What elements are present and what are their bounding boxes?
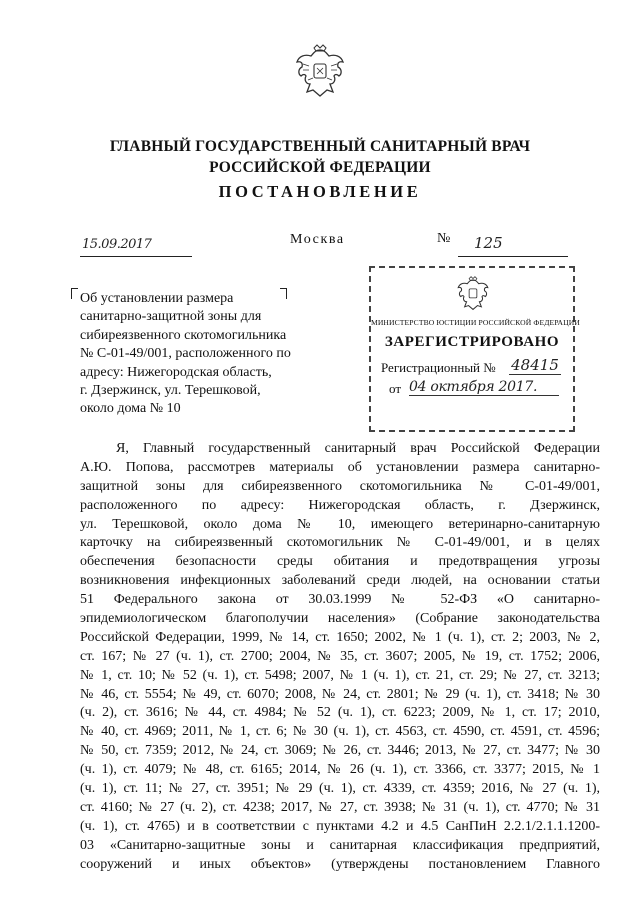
subject-bracket-left (71, 288, 78, 299)
document-date-field (80, 236, 192, 257)
stamp-date-value: 04 октября 2017. (409, 379, 559, 396)
authority-title-line2: РОССИЙСКОЙ ФЕДЕРАЦИИ (209, 159, 431, 176)
body-line: (ч. 2), ст. 3616; № 44, ст. 4984; № 52 (ч. 1), ст. 6223; 2009, № 1, ст. 17; 2010, (80, 705, 600, 721)
body-line: № 46, ст. 5554; № 49, ст. 6070; 2008, № 24, ст. 2801; № 29 (ч. 1), ст. 3418; № 30 (80, 686, 600, 702)
body-line: № 40, ст. 4969; 2011, № 1, ст. 6; № 30 (ч. 1), ст. 4563, ст. 4590, ст. 4591, ст. 4596; (80, 724, 600, 740)
authority-title-line1: ГЛАВНЫЙ ГОСУДАРСТВЕННЫЙ САНИТАРНЫЙ ВРАЧ (109, 138, 531, 155)
stamp-registered-label: ЗАРЕГИСТРИРОВАНО (384, 334, 560, 350)
body-line: обеспечения безопасности среды обитания и предотвращения угрозы (80, 554, 600, 570)
subject-line: Об установлении размера (80, 291, 234, 306)
body-line: (ч. 1), ст. 4079; № 48, ст. 6165; 2014, № 26 (ч. 1), ст. 3366, ст. 3377; 2015, № 1 (80, 762, 600, 778)
document-number-field (458, 236, 568, 257)
stamp-regno-value: 48415 (509, 356, 561, 375)
document-number: 125 (474, 234, 503, 252)
stamp-coat-of-arms-icon (455, 276, 491, 312)
body-line: Я, Главный государственный санитарный врач Российской Федерации (116, 441, 600, 456)
subject-line: санитарно-защитной зоны для (80, 309, 262, 325)
body-line: (ч. 1), ст. 4765) и в соответствии с пунктами 4.2 и 4.5 СанПиН 2.2.1/2.1.1.1200- (80, 818, 600, 834)
document-city: Москва (290, 232, 345, 247)
body-line: 03 «Санитарно-защитные зоны и санитарная классификация предприятий, (80, 837, 600, 853)
stamp-from-label: от (389, 381, 402, 396)
stamp-ministry-name: МИНИСТЕРСТВО ЮСТИЦИИ РОССИЙСКОЙ ФЕДЕРАЦИИ (371, 318, 580, 327)
subject-line: № С-01-49/001, расположенного по (80, 346, 291, 362)
body-line: расположенного по адресу: Нижегородская область, г. Дзержинск, (80, 497, 600, 513)
body-line: № 1, ст. 10; № 52 (ч. 1), ст. 5498; 2007, № 1 (ч. 1), ст. 21, ст. 29; № 27, ст. 3213; (80, 667, 600, 683)
body-line: ст. 4160; № 27 (ч. 2), ст. 4238; 2017, № 27, ст. 3938; № 31 (ч. 1), ст. 4770; № 31 (80, 799, 600, 815)
body-line: эпидемиологическом благополучии населения» (Собрание законодательства (80, 611, 600, 627)
registration-stamp (369, 266, 580, 432)
document-type: ПОСТАНОВЛЕНИЕ (218, 182, 422, 201)
document-number-label: № (437, 231, 451, 246)
document-body (80, 440, 600, 874)
russian-coat-of-arms-icon (293, 44, 347, 100)
body-line: № 50, ст. 7359; 2012, № 24, ст. 3069; № 26, ст. 3446; 2013, № 27, ст. 3477; № 30 (80, 743, 600, 759)
body-line: Российской Федерации, 1999, № 14, ст. 1650; 2002, № 1 (ч. 1), ст. 2; 2003, № 2, (80, 629, 600, 645)
document-subject (80, 290, 320, 419)
body-line: (ч. 1), ст. 11; № 27, ст. 3951; № 29 (ч. 1), ст. 4339, ст. 4359; 2016, № 27 (ч. 1), (80, 781, 600, 797)
body-line: 51 Федерального закона от 30.03.1999 № 52-ФЗ «О санитарно- (80, 592, 600, 608)
stamp-regno-label: Регистрационный № (381, 360, 496, 375)
body-line: ст. 167; № 27 (ч. 1), ст. 2700; 2004, № 35, ст. 3607; 2005, № 19, ст. 1752; 2006, (80, 648, 600, 664)
body-line: сооружений и иных объектов» (утверждены постановлением Главного (80, 856, 600, 872)
body-line: А.Ю. Попова, рассмотрев материалы об установлении размера санитарно- (80, 459, 600, 475)
subject-line: адресу: Нижегородская область, (80, 364, 272, 380)
subject-line: около дома № 10 (80, 401, 181, 417)
body-line: возникновения инфекционных заболеваний среди людей, на основании статьи (80, 573, 600, 589)
subject-line: г. Дзержинск, ул. Терешковой, (80, 383, 261, 399)
body-line: карточку на сибиреязвенный скотомогильник № С-01-49/001, и в целях (80, 535, 600, 551)
document-date: 15.09.2017 (82, 237, 152, 252)
body-line: защитной зоны для сибиреязвенного скотомогильника № С-01-49/001, (80, 478, 600, 494)
body-line: ул. Терешковой, около дома № 10, имеющего ветеринарно-санитарную (80, 516, 600, 532)
subject-line: сибиреязвенного скотомогильника (80, 327, 287, 343)
